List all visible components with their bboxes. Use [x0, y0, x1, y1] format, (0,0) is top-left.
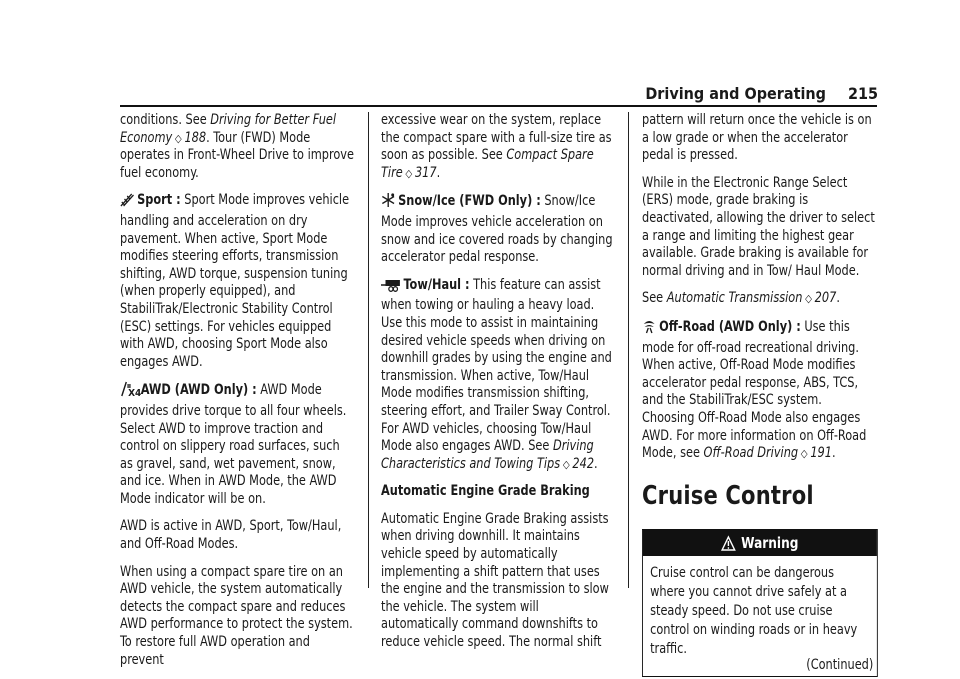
- continued-label: (Continued): [806, 656, 874, 673]
- tow-haul-icon: [381, 278, 401, 298]
- page-ref-icon: ◇: [174, 131, 182, 145]
- paragraph-tow-haul: Tow/Haul : This feature can assist when towing or hauling a heavy load. Use this mode to assist in maintaining desired vehicle speeds when driving on downhill grades by using the engine and transmission. When active, Tow/Haul Mode modifies transmission shifting, steering effort, and Trailer Sway Control. For AWD vehicles, choosing Tow/Haul Mode also engages AWD. See Driving Characteristics and Towing Tips ◇ 242.: [381, 276, 612, 472]
- mode-name: Snow/Ice (FWD Only) :: [398, 193, 541, 210]
- xref-towing-tips[interactable]: Driving Characteristics and Towing Tips: [381, 438, 594, 472]
- xref-fuel-economy[interactable]: Driving for Better Fuel Economy: [120, 112, 337, 146]
- sport-mode-icon: [120, 193, 134, 213]
- xref-page[interactable]: 317: [414, 164, 437, 181]
- page-header: [500, 84, 878, 104]
- column-3: [642, 112, 878, 677]
- paragraph-awd-mode: X4 AWD (AWD Only) : AWD Mode provides drive torque to all four wheels. Select AWD to improve traction and control on slippery road surfaces, such as gravel, sand, wet pavement, snow, and ice. When in AWD Mode, the AWD Mode indicator will be on.: [120, 382, 347, 507]
- paragraph-snow-ice: Snow/Ice (FWD Only) : Snow/Ice Mode improves vehicle acceleration on snow and ice covered roads by changing accelerator pedal response.: [381, 193, 613, 266]
- xref-page[interactable]: 207: [814, 290, 837, 307]
- svg-text:X4: X4: [128, 387, 142, 400]
- paragraph-sport-mode: Sport : Sport Mode improves vehicle handling and acceleration on dry pavement. When active, Sport Mode modifies steering efforts, transmission shifting, AWD torque, suspension tuning (when properly equipped), and StabiliTrak/Electronic Stability Control (ESC) settings. For vehicles equipped with AWD, choosing Sport Mode also engages AWD.: [120, 192, 350, 370]
- xref-page[interactable]: 188: [184, 129, 207, 146]
- paragraph-intro: conditions. See Driving for Better Fuel Economy ◇ 188. Tour (FWD) Mode operates in Front-Wheel Drive to improve fuel economy.: [120, 112, 354, 181]
- warning-header: [643, 530, 877, 556]
- snowflake-icon: [381, 192, 395, 214]
- column-divider-1: [368, 112, 369, 588]
- xref-off-road-driving[interactable]: Off-Road Driving: [703, 445, 799, 462]
- warning-triangle-icon: [721, 533, 735, 559]
- xref-automatic-transmission[interactable]: Automatic Transmission: [666, 290, 803, 307]
- warning-box: [642, 529, 878, 678]
- xref-page[interactable]: 191: [810, 445, 832, 462]
- paragraph-grade-braking: Automatic Engine Grade Braking assists when driving downhill. It maintains vehicle speed by automatically implementing a shift pattern that uses the engine and the transmission to slow the vehicle. The system will automatically command downshifts to reduce vehicle speed. The normal shift: [381, 510, 609, 651]
- paragraph-ers: While in the Electronic Range Select (ERS) mode, grade braking is deactivated, allowing the driver to select a range and limiting the highest gear available. Grade braking is available for normal driving and in Tow/ Haul Mode.: [642, 174, 875, 279]
- off-road-icon: [642, 318, 656, 340]
- section-title-cruise-control: Cruise Control: [642, 480, 814, 511]
- column-2: [381, 112, 617, 662]
- page-ref-icon: ◇: [805, 292, 812, 306]
- column-1: [120, 112, 356, 679]
- header-rule: [120, 105, 877, 107]
- page-ref-icon: ◇: [405, 166, 413, 180]
- warning-body: [643, 556, 877, 659]
- paragraph-off-road: Off-Road (AWD Only) : Use this mode for off-road recreational driving. When active, Off-Road Mode modifies accelerator pedal response, ABS, TCS, and the StabiliTrak/ESC system. Choosing Off-Road Mode also engages AWD. For more information on Off-Road Mode, see Off-Road Driving ◇ 191.: [642, 318, 867, 462]
- mode-name: Tow/Haul :: [403, 276, 470, 293]
- page-number: 215: [847, 84, 878, 103]
- paragraph-see-transmission: See Automatic Transmission ◇ 207.: [642, 290, 840, 307]
- paragraph-awd-active: AWD is active in AWD, Sport, Tow/Haul, and Off-Road Modes.: [120, 518, 342, 553]
- mode-name: Off-Road (AWD Only) :: [659, 318, 801, 335]
- xref-page[interactable]: 242: [572, 455, 595, 472]
- warning-text: Cruise control can be dangerous where you cannot drive safely at a steady speed. Do not use cruise control on winding roads or in heavy traffic.: [650, 564, 858, 657]
- paragraph-compact-spare: When using a compact spare tire on an AWD vehicle, the system automatically detects the compact spare and reduces AWD performance to protect the system. To restore full AWD operation and prevent: [120, 563, 353, 668]
- column-divider-2: [628, 112, 629, 588]
- mode-name: Sport :: [137, 192, 181, 209]
- subheading-grade-braking: Automatic Engine Grade Braking: [381, 483, 590, 500]
- warning-title: Warning: [741, 533, 799, 552]
- section-name: Driving and Operating: [645, 84, 826, 103]
- xref-compact-spare[interactable]: Compact Spare Tire: [381, 147, 594, 181]
- paragraph-spare-cont: excessive wear on the system, replace the compact spare with a full-size tire as soon as possible. See Compact Spare Tire ◇ 317.: [381, 112, 612, 181]
- page-ref-icon: ◇: [562, 457, 570, 471]
- page-ref-icon: ◇: [800, 447, 808, 461]
- paragraph-shift-cont: pattern will return once the vehicle is on a low grade or when the accelerator pedal is pressed.: [642, 112, 872, 164]
- mode-name: AWD (AWD Only) :: [140, 382, 257, 399]
- awd-mode-icon: [120, 381, 142, 403]
